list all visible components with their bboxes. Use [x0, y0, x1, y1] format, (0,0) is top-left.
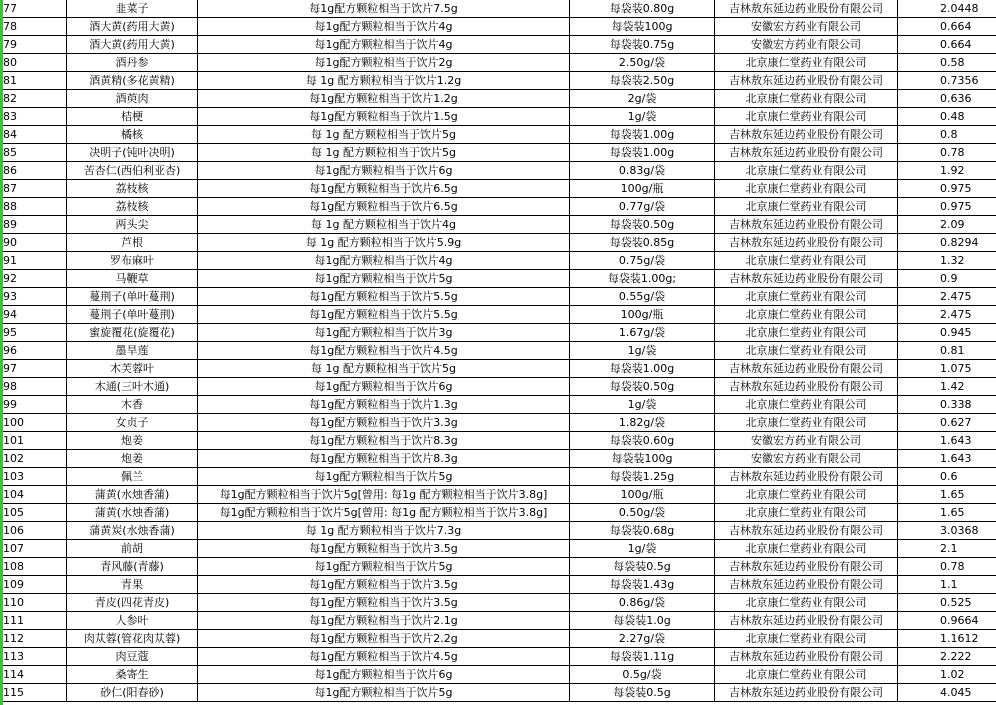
cell-name[interactable]: 桔梗 [67, 108, 198, 126]
table-row [1, 90, 996, 108]
cell-number[interactable]: 85 [1, 144, 67, 162]
cell-name[interactable]: 荔枝核 [67, 180, 198, 198]
cell-manufacturer[interactable]: 吉林敖东延边药业股份有限公司 [715, 72, 898, 90]
cell-name[interactable]: 蒲黄(水烛香蒲) [67, 504, 198, 522]
table-row [1, 108, 996, 126]
cell-price[interactable]: 2.09 [898, 216, 996, 234]
cell-package[interactable]: 每袋装1.00g [570, 144, 715, 162]
cell-name[interactable]: 苦杏仁(西伯利亚杏) [67, 162, 198, 180]
cell-name[interactable]: 芦根 [67, 234, 198, 252]
cell-spec[interactable]: 每1g配方颗粒相当于饮片1.5g [198, 108, 570, 126]
table-row [1, 378, 996, 396]
cell-manufacturer[interactable]: 安徽宏方药业有限公司 [715, 432, 898, 450]
cell-manufacturer[interactable]: 吉林敖东延边药业股份有限公司 [715, 216, 898, 234]
cell-spec[interactable]: 每 1g 配方颗粒相当于饮片4g [198, 216, 570, 234]
table-row [1, 0, 996, 18]
cell-price[interactable]: 0.664 [898, 36, 996, 54]
cell-name[interactable]: 马鞭草 [67, 270, 198, 288]
cell-package[interactable]: 1g/袋 [570, 108, 715, 126]
cell-spec[interactable]: 每1g配方颗粒相当于饮片6g [198, 162, 570, 180]
table-row [1, 144, 996, 162]
cell-package[interactable]: 1g/袋 [570, 342, 715, 360]
cell-number[interactable]: 91 [1, 252, 67, 270]
cell-manufacturer[interactable]: 吉林敖东延边药业股份有限公司 [715, 378, 898, 396]
table-row [1, 540, 996, 558]
cell-package[interactable]: 每袋装100g [570, 18, 715, 36]
cell-number[interactable]: 100 [1, 414, 67, 432]
cell-spec[interactable]: 每1g配方颗粒相当于饮片5g[曾用: 每1g 配方颗粒相当于饮片3.8g] [198, 504, 570, 522]
cell-name[interactable]: 蜜旋覆花(旋覆花) [67, 324, 198, 342]
cell-price[interactable]: 2.475 [898, 288, 996, 306]
cell-package[interactable]: 每袋装1.00g; [570, 270, 715, 288]
cell-manufacturer[interactable]: 北京康仁堂药业有限公司 [715, 324, 898, 342]
cell-name[interactable]: 酒黄精(多花黄精) [67, 72, 198, 90]
cell-price[interactable]: 0.636 [898, 90, 996, 108]
cell-price[interactable]: 1.075 [898, 360, 996, 378]
cell-package[interactable]: 每袋装0.75g [570, 36, 715, 54]
cell-price[interactable]: 1.1 [898, 576, 996, 594]
cell-number[interactable]: 77 [1, 0, 67, 18]
cell-name[interactable]: 桑寄生 [67, 666, 198, 684]
cell-manufacturer[interactable]: 吉林敖东延边药业股份有限公司 [715, 522, 898, 540]
cell-spec[interactable]: 每1g配方颗粒相当于饮片4g [198, 36, 570, 54]
cell-number[interactable]: 99 [1, 396, 67, 414]
cell-spec[interactable]: 每 1g 配方颗粒相当于饮片5g [198, 126, 570, 144]
cell-number[interactable]: 112 [1, 630, 67, 648]
cell-price[interactable]: 0.664 [898, 18, 996, 36]
table-row [1, 648, 996, 666]
cell-name[interactable]: 蔓荆子(单叶蔓荆) [67, 288, 198, 306]
cell-spec[interactable]: 每1g配方颗粒相当于饮片2.1g [198, 612, 570, 630]
cell-price[interactable]: 1.42 [898, 378, 996, 396]
cell-price[interactable]: 0.627 [898, 414, 996, 432]
table-row [1, 18, 996, 36]
table-row [1, 666, 996, 684]
cell-package[interactable]: 100g/瓶 [570, 486, 715, 504]
cell-number[interactable]: 95 [1, 324, 67, 342]
cell-price[interactable]: 1.32 [898, 252, 996, 270]
cell-package[interactable]: 1.67g/袋 [570, 324, 715, 342]
cell-manufacturer[interactable]: 北京康仁堂药业有限公司 [715, 504, 898, 522]
cell-name[interactable]: 酒丹参 [67, 54, 198, 72]
cell-price[interactable]: 0.78 [898, 144, 996, 162]
cell-name[interactable]: 炮姜 [67, 432, 198, 450]
cell-name[interactable]: 肉苁蓉(管花肉苁蓉) [67, 630, 198, 648]
cell-price[interactable]: 0.48 [898, 108, 996, 126]
cell-name[interactable]: 墨旱莲 [67, 342, 198, 360]
cell-name[interactable]: 蒲黄(水烛香蒲) [67, 486, 198, 504]
cell-spec[interactable]: 每1g配方颗粒相当于饮片5.5g [198, 306, 570, 324]
cell-spec[interactable]: 每1g配方颗粒相当于饮片4.5g [198, 648, 570, 666]
cell-package[interactable]: 100g/瓶 [570, 180, 715, 198]
cell-name[interactable]: 佩兰 [67, 468, 198, 486]
cell-number[interactable]: 96 [1, 342, 67, 360]
cell-number[interactable]: 107 [1, 540, 67, 558]
table-row [1, 558, 996, 576]
cell-package[interactable]: 0.75g/袋 [570, 252, 715, 270]
cell-price[interactable]: 2.1 [898, 540, 996, 558]
cell-price[interactable]: 0.8294 [898, 234, 996, 252]
cell-spec[interactable]: 每1g配方颗粒相当于饮片1.3g [198, 396, 570, 414]
cell-manufacturer[interactable]: 北京康仁堂药业有限公司 [715, 252, 898, 270]
cell-manufacturer[interactable]: 北京康仁堂药业有限公司 [715, 90, 898, 108]
cell-number[interactable]: 86 [1, 162, 67, 180]
cell-name[interactable]: 罗布麻叶 [67, 252, 198, 270]
cell-manufacturer[interactable]: 北京康仁堂药业有限公司 [715, 630, 898, 648]
cell-number[interactable]: 78 [1, 18, 67, 36]
cell-name[interactable]: 青果 [67, 576, 198, 594]
table-row [1, 36, 996, 54]
cell-price[interactable]: 1.1612 [898, 630, 996, 648]
table-row [1, 342, 996, 360]
cell-package[interactable]: 0.5g/袋 [570, 666, 715, 684]
table-row [1, 486, 996, 504]
cell-manufacturer[interactable]: 北京康仁堂药业有限公司 [715, 306, 898, 324]
cell-spec[interactable]: 每1g配方颗粒相当于饮片4.5g [198, 342, 570, 360]
cell-package[interactable]: 1.82g/袋 [570, 414, 715, 432]
cell-package[interactable]: 每袋装0.80g [570, 0, 715, 18]
table-row [1, 450, 996, 468]
cell-spec[interactable]: 每1g配方颗粒相当于饮片5g [198, 684, 570, 702]
cell-spec[interactable]: 每1g配方颗粒相当于饮片3.5g [198, 576, 570, 594]
cell-spec[interactable]: 每1g配方颗粒相当于饮片6g [198, 378, 570, 396]
cell-package[interactable]: 每袋装0.85g [570, 234, 715, 252]
cell-name[interactable]: 木香 [67, 396, 198, 414]
table-row [1, 306, 996, 324]
cell-spec[interactable]: 每1g配方颗粒相当于饮片5g[曾用: 每1g 配方颗粒相当于饮片3.8g] [198, 486, 570, 504]
cell-price[interactable]: 2.0448 [898, 0, 996, 18]
cell-name[interactable]: 前胡 [67, 540, 198, 558]
cell-number[interactable]: 84 [1, 126, 67, 144]
cell-package[interactable]: 0.83g/袋 [570, 162, 715, 180]
cell-price[interactable]: 0.525 [898, 594, 996, 612]
cell-spec[interactable]: 每1g配方颗粒相当于饮片4g [198, 18, 570, 36]
cell-price[interactable]: 0.6 [898, 468, 996, 486]
cell-manufacturer[interactable]: 安徽宏方药业有限公司 [715, 450, 898, 468]
cell-spec[interactable]: 每 1g 配方颗粒相当于饮片1.2g [198, 72, 570, 90]
cell-manufacturer[interactable]: 北京康仁堂药业有限公司 [715, 396, 898, 414]
cell-package[interactable]: 0.86g/袋 [570, 594, 715, 612]
table-row [1, 198, 996, 216]
cell-number[interactable]: 104 [1, 486, 67, 504]
cell-spec[interactable]: 每1g配方颗粒相当于饮片3.5g [198, 594, 570, 612]
cell-manufacturer[interactable]: 安徽宏方药业有限公司 [715, 36, 898, 54]
cell-package[interactable]: 2.50g/袋 [570, 54, 715, 72]
cell-spec[interactable]: 每 1g 配方颗粒相当于饮片7.3g [198, 522, 570, 540]
cell-spec[interactable]: 每1g配方颗粒相当于饮片3g [198, 324, 570, 342]
cell-price[interactable]: 2.475 [898, 306, 996, 324]
table-row [1, 252, 996, 270]
cell-spec[interactable]: 每1g配方颗粒相当于饮片6.5g [198, 198, 570, 216]
cell-number[interactable]: 83 [1, 108, 67, 126]
cell-price[interactable]: 0.338 [898, 396, 996, 414]
cell-package[interactable]: 每袋装1.00g [570, 126, 715, 144]
cell-number[interactable]: 102 [1, 450, 67, 468]
cell-manufacturer[interactable]: 北京康仁堂药业有限公司 [715, 594, 898, 612]
cell-name[interactable]: 人参叶 [67, 612, 198, 630]
cell-package[interactable]: 0.77g/袋 [570, 198, 715, 216]
cell-price[interactable]: 0.945 [898, 324, 996, 342]
cell-price[interactable]: 0.81 [898, 342, 996, 360]
cell-manufacturer[interactable]: 北京康仁堂药业有限公司 [715, 180, 898, 198]
table-row [1, 468, 996, 486]
table-row [1, 414, 996, 432]
cell-manufacturer[interactable]: 北京康仁堂药业有限公司 [715, 54, 898, 72]
table-row [1, 126, 996, 144]
table-row [1, 360, 996, 378]
cell-name[interactable]: 决明子(钝叶决明) [67, 144, 198, 162]
cell-price[interactable]: 1.92 [898, 162, 996, 180]
cell-spec[interactable]: 每1g配方颗粒相当于饮片3.3g [198, 414, 570, 432]
cell-manufacturer[interactable]: 北京康仁堂药业有限公司 [715, 666, 898, 684]
cell-package[interactable]: 每袋装1.43g [570, 576, 715, 594]
cell-number[interactable]: 92 [1, 270, 67, 288]
cell-manufacturer[interactable]: 北京康仁堂药业有限公司 [715, 162, 898, 180]
cell-price[interactable]: 0.78 [898, 558, 996, 576]
cell-manufacturer[interactable]: 吉林敖东延边药业股份有限公司 [715, 684, 898, 702]
cell-number[interactable]: 109 [1, 576, 67, 594]
cell-manufacturer[interactable]: 吉林敖东延边药业股份有限公司 [715, 468, 898, 486]
table-row [1, 54, 996, 72]
table-row [1, 612, 996, 630]
cell-package[interactable]: 每袋装0.60g [570, 432, 715, 450]
table-row [1, 576, 996, 594]
table-row [1, 216, 996, 234]
cell-manufacturer[interactable]: 北京康仁堂药业有限公司 [715, 540, 898, 558]
cell-manufacturer[interactable]: 吉林敖东延边药业股份有限公司 [715, 612, 898, 630]
cell-price[interactable]: 1.65 [898, 504, 996, 522]
cell-spec[interactable]: 每1g配方颗粒相当于饮片1.2g [198, 90, 570, 108]
table-row [1, 432, 996, 450]
cell-manufacturer[interactable]: 吉林敖东延边药业股份有限公司 [715, 558, 898, 576]
cell-name[interactable]: 女贞子 [67, 414, 198, 432]
cell-spec[interactable]: 每1g配方颗粒相当于饮片8.3g [198, 450, 570, 468]
cell-name[interactable]: 肉豆蔻 [67, 648, 198, 666]
table-row [1, 504, 996, 522]
cell-number[interactable]: 82 [1, 90, 67, 108]
cell-manufacturer[interactable]: 吉林敖东延边药业股份有限公司 [715, 360, 898, 378]
cell-package[interactable]: 0.50g/袋 [570, 504, 715, 522]
cell-price[interactable]: 0.975 [898, 198, 996, 216]
cell-package[interactable]: 2.27g/袋 [570, 630, 715, 648]
cell-package[interactable]: 每袋装1.0g [570, 612, 715, 630]
table-row [1, 630, 996, 648]
cell-manufacturer[interactable]: 吉林敖东延边药业股份有限公司 [715, 648, 898, 666]
cell-manufacturer[interactable]: 吉林敖东延边药业股份有限公司 [715, 144, 898, 162]
cell-manufacturer[interactable]: 北京康仁堂药业有限公司 [715, 108, 898, 126]
cell-number[interactable]: 101 [1, 432, 67, 450]
cell-price[interactable]: 1.02 [898, 666, 996, 684]
cell-price[interactable]: 1.643 [898, 432, 996, 450]
cell-number[interactable]: 93 [1, 288, 67, 306]
table-row [1, 594, 996, 612]
cell-manufacturer[interactable]: 北京康仁堂药业有限公司 [715, 288, 898, 306]
cell-spec[interactable]: 每1g配方颗粒相当于饮片5g [198, 468, 570, 486]
cell-name[interactable]: 木芙蓉叶 [67, 360, 198, 378]
cell-number[interactable]: 87 [1, 180, 67, 198]
cell-spec[interactable]: 每1g配方颗粒相当于饮片8.3g [198, 432, 570, 450]
cell-package[interactable]: 每袋装0.50g [570, 378, 715, 396]
cell-name[interactable]: 橘核 [67, 126, 198, 144]
cell-name[interactable]: 木通(三叶木通) [67, 378, 198, 396]
cell-number[interactable]: 98 [1, 378, 67, 396]
table-row [1, 324, 996, 342]
table-row [1, 180, 996, 198]
cell-name[interactable]: 炮姜 [67, 450, 198, 468]
cell-spec[interactable]: 每1g配方颗粒相当于饮片7.5g [198, 0, 570, 18]
cell-package[interactable]: 2g/袋 [570, 90, 715, 108]
cell-manufacturer[interactable]: 吉林敖东延边药业股份有限公司 [715, 0, 898, 18]
cell-spec[interactable]: 每1g配方颗粒相当于饮片3.5g [198, 540, 570, 558]
cell-manufacturer[interactable]: 吉林敖东延边药业股份有限公司 [715, 234, 898, 252]
table-row [1, 522, 996, 540]
cell-package[interactable]: 每袋装0.68g [570, 522, 715, 540]
cell-price[interactable]: 1.643 [898, 450, 996, 468]
cell-package[interactable]: 100g/瓶 [570, 306, 715, 324]
cell-package[interactable]: 每袋装0.5g [570, 684, 715, 702]
cell-spec[interactable]: 每1g配方颗粒相当于饮片5.5g [198, 288, 570, 306]
cell-number[interactable]: 106 [1, 522, 67, 540]
table-body [1, 0, 996, 702]
cell-package[interactable]: 每袋装1.11g [570, 648, 715, 666]
cell-price[interactable]: 3.0368 [898, 522, 996, 540]
cell-name[interactable]: 蔓荆子(单叶蔓荆) [67, 306, 198, 324]
cell-number[interactable]: 113 [1, 648, 67, 666]
cell-name[interactable]: 两头尖 [67, 216, 198, 234]
cell-price[interactable]: 0.9664 [898, 612, 996, 630]
cell-manufacturer[interactable]: 北京康仁堂药业有限公司 [715, 342, 898, 360]
table-row [1, 288, 996, 306]
cell-number[interactable]: 89 [1, 216, 67, 234]
cell-manufacturer[interactable]: 北京康仁堂药业有限公司 [715, 486, 898, 504]
cell-spec[interactable]: 每1g配方颗粒相当于饮片5g [198, 270, 570, 288]
cell-spec[interactable]: 每1g配方颗粒相当于饮片6g [198, 666, 570, 684]
cell-manufacturer[interactable]: 北京康仁堂药业有限公司 [715, 198, 898, 216]
cell-name[interactable]: 酒大黄(药用大黄) [67, 36, 198, 54]
cell-package[interactable]: 0.55g/袋 [570, 288, 715, 306]
table-row [1, 396, 996, 414]
cell-name[interactable]: 砂仁(阳春砂) [67, 684, 198, 702]
cell-package[interactable]: 每袋装1.25g [570, 468, 715, 486]
cell-manufacturer[interactable]: 北京康仁堂药业有限公司 [715, 414, 898, 432]
cell-price[interactable]: 0.8 [898, 126, 996, 144]
cell-price[interactable]: 0.975 [898, 180, 996, 198]
table-row [1, 684, 996, 702]
cell-price[interactable]: 1.65 [898, 486, 996, 504]
cell-package[interactable]: 每袋装0.50g [570, 216, 715, 234]
cell-spec[interactable]: 每1g配方颗粒相当于饮片5g [198, 558, 570, 576]
table-row [1, 72, 996, 90]
cell-package[interactable]: 1g/袋 [570, 396, 715, 414]
cell-price[interactable]: 0.7356 [898, 72, 996, 90]
table-row [1, 162, 996, 180]
cell-spec[interactable]: 每 1g 配方颗粒相当于饮片5g [198, 360, 570, 378]
cell-package[interactable]: 每袋装0.5g [570, 558, 715, 576]
cell-name[interactable]: 荔枝核 [67, 198, 198, 216]
cell-number[interactable]: 81 [1, 72, 67, 90]
cell-package[interactable]: 每袋装1.00g [570, 360, 715, 378]
cell-number[interactable]: 94 [1, 306, 67, 324]
cell-number[interactable]: 110 [1, 594, 67, 612]
cell-number[interactable]: 111 [1, 612, 67, 630]
cell-number[interactable]: 103 [1, 468, 67, 486]
cell-number[interactable]: 115 [1, 684, 67, 702]
cell-number[interactable]: 79 [1, 36, 67, 54]
selection-edge [0, 0, 3, 705]
cell-package[interactable]: 每袋装100g [570, 450, 715, 468]
cell-price[interactable]: 2.222 [898, 648, 996, 666]
cell-number[interactable]: 114 [1, 666, 67, 684]
cell-number[interactable]: 80 [1, 54, 67, 72]
cell-spec[interactable]: 每1g配方颗粒相当于饮片4g [198, 252, 570, 270]
cell-name[interactable]: 韭菜子 [67, 0, 198, 18]
cell-spec[interactable]: 每1g配方颗粒相当于饮片2.2g [198, 630, 570, 648]
cell-price[interactable]: 0.58 [898, 54, 996, 72]
table-row [1, 234, 996, 252]
table-row [1, 270, 996, 288]
cell-manufacturer[interactable]: 安徽宏方药业有限公司 [715, 18, 898, 36]
cell-name[interactable]: 蒲黄炭(水烛香蒲) [67, 522, 198, 540]
cell-package[interactable]: 1g/袋 [570, 540, 715, 558]
cell-spec[interactable]: 每 1g 配方颗粒相当于饮片5g [198, 144, 570, 162]
cell-name[interactable]: 酒大黄(药用大黄) [67, 18, 198, 36]
cell-number[interactable]: 97 [1, 360, 67, 378]
cell-number[interactable]: 108 [1, 558, 67, 576]
cell-price[interactable]: 4.045 [898, 684, 996, 702]
cell-spec[interactable]: 每1g配方颗粒相当于饮片2g [198, 54, 570, 72]
cell-manufacturer[interactable]: 吉林敖东延边药业股份有限公司 [715, 126, 898, 144]
cell-name[interactable]: 青风藤(青藤) [67, 558, 198, 576]
cell-number[interactable]: 90 [1, 234, 67, 252]
cell-name[interactable]: 酒萸肉 [67, 90, 198, 108]
cell-price[interactable]: 0.9 [898, 270, 996, 288]
cell-name[interactable]: 青皮(四花青皮) [67, 594, 198, 612]
cell-package[interactable]: 每袋装2.50g [570, 72, 715, 90]
cell-number[interactable]: 105 [1, 504, 67, 522]
cell-manufacturer[interactable]: 吉林敖东延边药业股份有限公司 [715, 270, 898, 288]
cell-spec[interactable]: 每 1g 配方颗粒相当于饮片5.9g [198, 234, 570, 252]
cell-spec[interactable]: 每1g配方颗粒相当于饮片6.5g [198, 180, 570, 198]
cell-number[interactable]: 88 [1, 198, 67, 216]
cell-manufacturer[interactable]: 吉林敖东延边药业股份有限公司 [715, 576, 898, 594]
